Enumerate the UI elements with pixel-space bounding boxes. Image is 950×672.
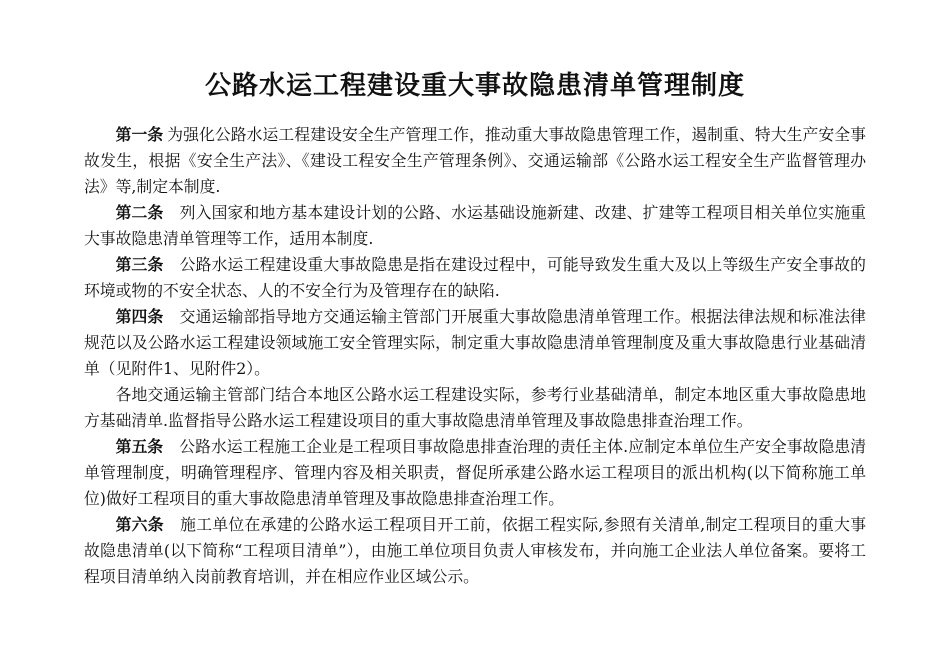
article-6-label: 第六条 bbox=[115, 515, 164, 534]
article-1-text: 为强化公路水运工程建设安全生产管理工作，推动重大事故隐患管理工作，遏制重、特大生产安全事故发生，根据《安全生产法》、《建设工程安全生产管理条例》、交通运输部《公路水运工程安全生产监督管理办法》等,制定本制度. bbox=[84, 125, 866, 196]
article-6-paragraph bbox=[84, 512, 866, 590]
article-5-label: 第五条 bbox=[115, 437, 164, 456]
article-4-paragraph bbox=[84, 304, 866, 382]
article-5-text: 公路水运工程施工企业是工程项目事故隐患排查治理的责任主体.应制定本单位生产安全事故隐患清单管理制度，明确管理程序、管理内容及相关职责，督促所承建公路水运工程项目的派出机构(以下简称施工单位)做好工程项目的重大事故隐患清单管理及事故隐患排查治理工作。 bbox=[84, 437, 866, 508]
article-4-text: 交通运输部指导地方交通运输主管部门开展重大事故隐患清单管理工作。根据法律法规和标准法律规范以及公路水运工程建设领域施工安全管理实际，制定重大事故隐患清单管理制度及重大事故隐患行业基础清单（见附件1、见附件2）。 bbox=[84, 307, 866, 378]
article-6-text: 施工单位在承建的公路水运工程项目开工前，依据工程实际,参照有关清单,制定工程项目的重大事故隐患清单(以下简称“工程项目清单”），由施工单位项目负责人审核发布，并向施工企业法人单位备案。要将工程项目清单纳入岗前教育培训，并在相应作业区域公示。 bbox=[84, 515, 866, 586]
article-2-label: 第二条 bbox=[115, 203, 164, 222]
article-4-label: 第四条 bbox=[115, 307, 164, 326]
document-page bbox=[84, 66, 866, 590]
article-3-text: 公路水运工程建设重大事故隐患是指在建设过程中，可能导致发生重大及以上等级生产安全事故的环境或物的不安全状态、人的不安全行为及管理存在的缺陷. bbox=[84, 255, 866, 300]
document-title: 公路水运工程建设重大事故隐患清单管理制度 bbox=[204, 71, 745, 101]
article-5-paragraph bbox=[84, 434, 866, 512]
article-3-label: 第三条 bbox=[115, 255, 164, 274]
article-4-continuation-text: 各地交通运输主管部门结合本地区公路水运工程建设实际，参考行业基础清单，制定本地区重大事故隐患地方基础清单.监督指导公路水运工程建设项目的重大事故隐患清单管理及事故隐患排查治理工作。 bbox=[84, 385, 866, 430]
article-3-paragraph bbox=[84, 252, 866, 304]
article-2-paragraph bbox=[84, 200, 866, 252]
article-4-continuation-paragraph bbox=[84, 382, 866, 434]
article-1-paragraph bbox=[84, 122, 866, 200]
article-2-text: 列入国家和地方基本建设计划的公路、水运基础设施新建、改建、扩建等工程项目相关单位实施重大事故隐患清单管理等工作，适用本制度. bbox=[84, 203, 866, 248]
article-1-label: 第一条 bbox=[115, 125, 164, 144]
